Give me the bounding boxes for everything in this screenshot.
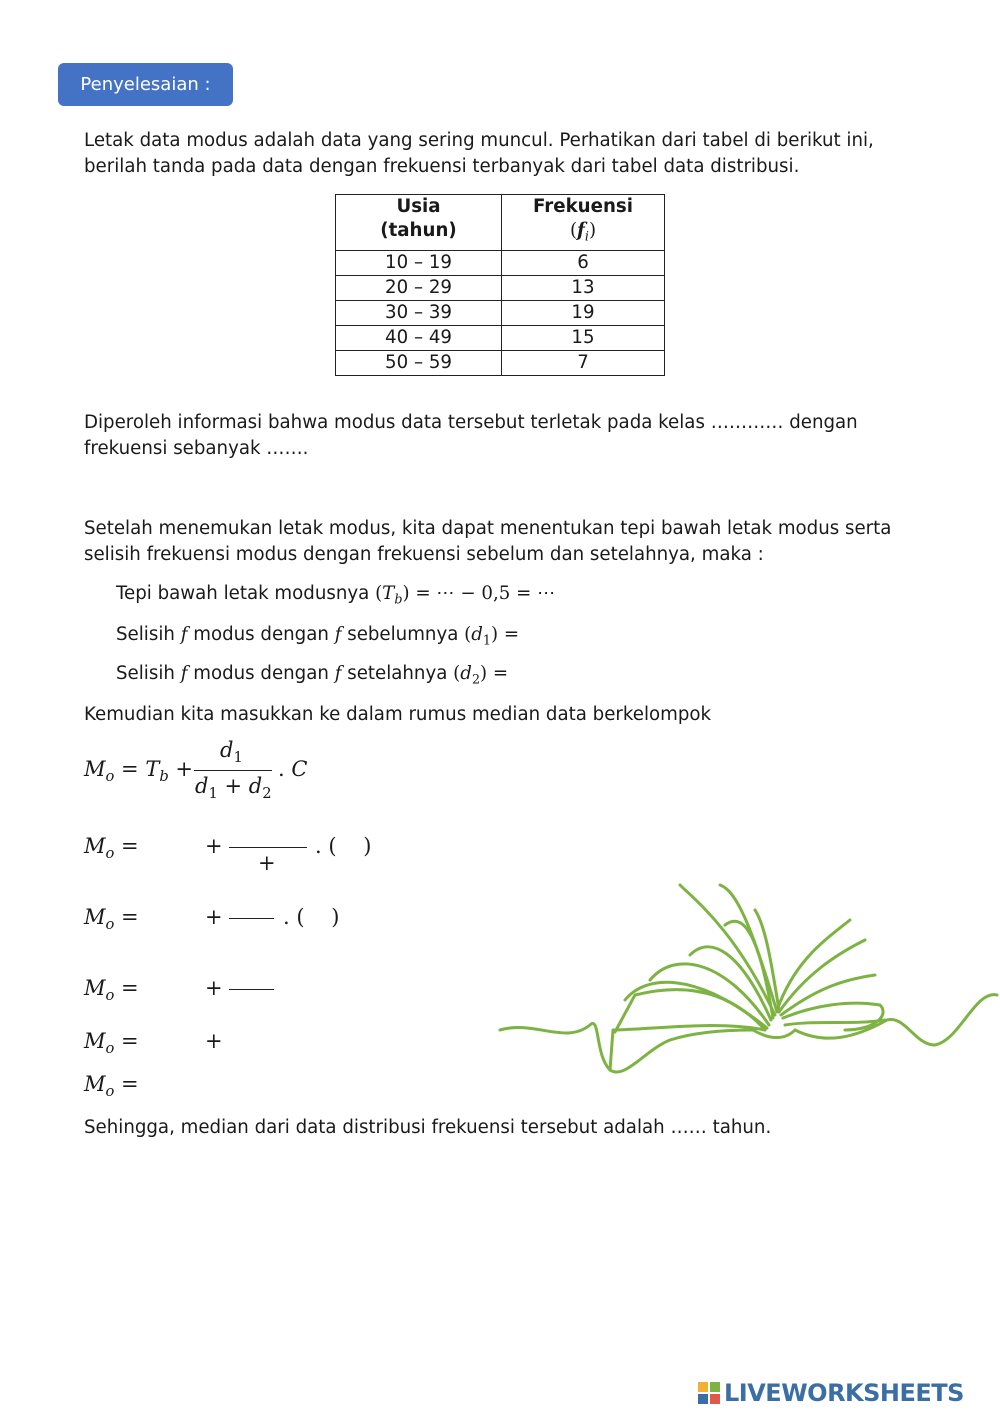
intro-paragraph: Letak data modus adalah data yang sering muncul. Perhatikan dari tabel di berikut ini, berilah tanda pada data dengan frekuensi terbanyak dari tabel data distribusi. <box>84 130 874 177</box>
table-cell: 15 <box>502 325 665 350</box>
table-cell: 40 – 49 <box>336 325 502 350</box>
table-cell: 7 <box>502 350 665 375</box>
step-tb: Tepi bawah letak modusnya $(T_b)$ = ⋯ − 0,5 = ⋯ <box>116 583 556 608</box>
frequency-table <box>335 194 665 376</box>
open-book-illustration <box>495 880 1000 1085</box>
table-cell: 30 – 39 <box>336 300 502 325</box>
info-paragraph: Diperoleh informasi bahwa modus data tersebut terletak pada kelas ………… dengan frekuensi sebanyak ……. <box>84 412 858 459</box>
table-row <box>336 300 665 325</box>
solution-badge: Penyelesaian : <box>58 63 233 106</box>
table-cell: 13 <box>502 275 665 300</box>
step-d1: Selisih f modus dengan f sebelumnya $(d_1)$ = <box>116 624 520 649</box>
table-row <box>336 250 665 275</box>
liveworksheets-logo <box>698 1378 964 1408</box>
table-cell: 50 – 59 <box>336 350 502 375</box>
logo-text: LIVEWORKSHEETS <box>724 1379 964 1407</box>
table-row <box>336 350 665 375</box>
table-row <box>336 325 665 350</box>
table-row <box>336 275 665 300</box>
table-cell: 20 – 29 <box>336 275 502 300</box>
table-cell: 19 <box>502 300 665 325</box>
header-usia: Usia (tahun) <box>336 195 502 251</box>
table-header-row <box>336 195 665 251</box>
table-cell: 6 <box>502 250 665 275</box>
step-d2: Selisih f modus dengan f setelahnya $(d_2)$ = <box>116 663 509 688</box>
conclusion-paragraph: Sehingga, median dari data distribusi frekuensi tersebut adalah …… tahun. <box>84 1117 772 1138</box>
formula-intro: Kemudian kita masukkan ke dalam rumus median data berkelompok <box>84 704 712 725</box>
logo-grid-icon <box>698 1382 720 1404</box>
next-step-paragraph: Setelah menemukan letak modus, kita dapat menentukan tepi bawah letak modus serta selisih frekuensi modus dengan frekuensi sebelum dan setelahnya, maka : <box>84 518 892 565</box>
header-frekuensi: Frekuensi $(f_i)$ <box>502 195 665 251</box>
table-cell: 10 – 19 <box>336 250 502 275</box>
